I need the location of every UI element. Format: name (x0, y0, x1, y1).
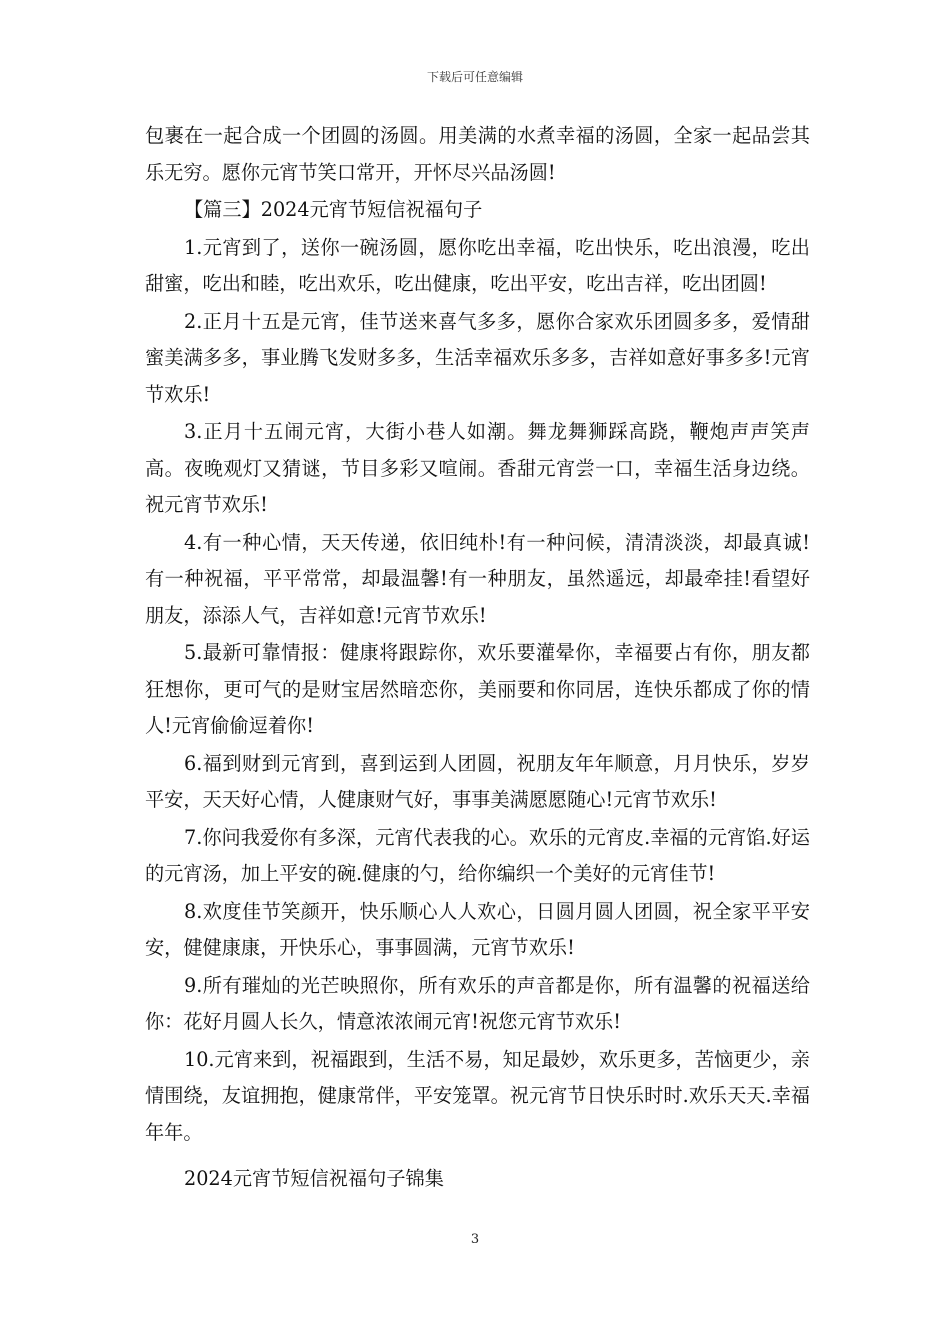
intro-paragraph: 包裹在一起合成一个团圆的汤圆。用美满的水煮幸福的汤圆，全家一起品尝其乐无穷。愿你元宵节笑口常开，开怀尽兴品汤圆! (145, 124, 810, 184)
list-item: 3.正月十五闹元宵，大街小巷人如潮。舞龙舞狮踩高跷，鞭炮声声笑声高。夜晚观灯又猜谜，节目多彩又喧闹。香甜元宵尝一口，幸福生活身边绕。祝元宵节欢乐! (145, 420, 810, 516)
list-item: 6.福到财到元宵到，喜到运到人团圆，祝朋友年年顺意，月月快乐，岁岁平安，天天好心情，人健康财气好，事事美满愿愿随心!元宵节欢乐! (145, 751, 810, 811)
document-body (145, 118, 810, 1198)
list-item: 10.元宵来到，祝福跟到，生活不易，知足最妙，欢乐更多，苦恼更少，亲情围绕，友谊拥抱，健康常伴，平安笼罩。祝元宵节日快乐时时.欢乐天天.幸福年年。 (145, 1047, 810, 1144)
list-item: 9.所有璀灿的光芒映照你，所有欢乐的声音都是你，所有温馨的祝福送给你：花好月圆人长久，情意浓浓闹元宵!祝您元宵节欢乐! (145, 973, 810, 1033)
page-number: 3 (470, 1232, 480, 1247)
list-item: 2.正月十五是元宵，佳节送来喜气多多，愿你合家欢乐团圆多多，爱情甜蜜美满多多，事业腾飞发财多多，生活幸福欢乐多多，吉祥如意好事多多!元宵节欢乐! (145, 309, 810, 406)
list-item: 7.你问我爱你有多深，元宵代表我的心。欢乐的元宵皮.幸福的元宵馅.好运的元宵汤，加上平安的碗.健康的勺，给你编织一个美好的元宵佳节! (145, 825, 810, 885)
section-heading: 【篇三】2024元宵节短信祝福句子 (184, 198, 483, 221)
closing-line: 2024元宵节短信祝福句子锦集 (184, 1167, 444, 1190)
header-note: 下载后可任意编辑 (426, 70, 523, 84)
list-item: 5.最新可靠情报：健康将跟踪你，欢乐要灌晕你，幸福要占有你，朋友都狂想你，更可气的是财宝居然暗恋你，美丽要和你同居，连快乐都成了你的情人!元宵偷偷逗着你! (145, 641, 810, 737)
list-item: 8.欢度佳节笑颜开，快乐顺心人人欢心，日圆月圆人团圆，祝全家平平安安，健健康康，开快乐心，事事圆满，元宵节欢乐! (145, 899, 810, 959)
list-item: 4.有一种心情，天天传递，依旧纯朴!有一种问候，清清淡淡，却最真诚!有一种祝福，平平常常，却最温馨!有一种朋友，虽然遥远，却最牵挂!看望好朋友，添添人气，吉祥如意!元宵节欢乐! (145, 530, 810, 627)
list-item: 1.元宵到了，送你一碗汤圆，愿你吃出幸福，吃出快乐，吃出浪漫，吃出甜蜜，吃出和睦，吃出欢乐，吃出健康，吃出平安，吃出吉祥，吃出团圆! (145, 235, 810, 295)
